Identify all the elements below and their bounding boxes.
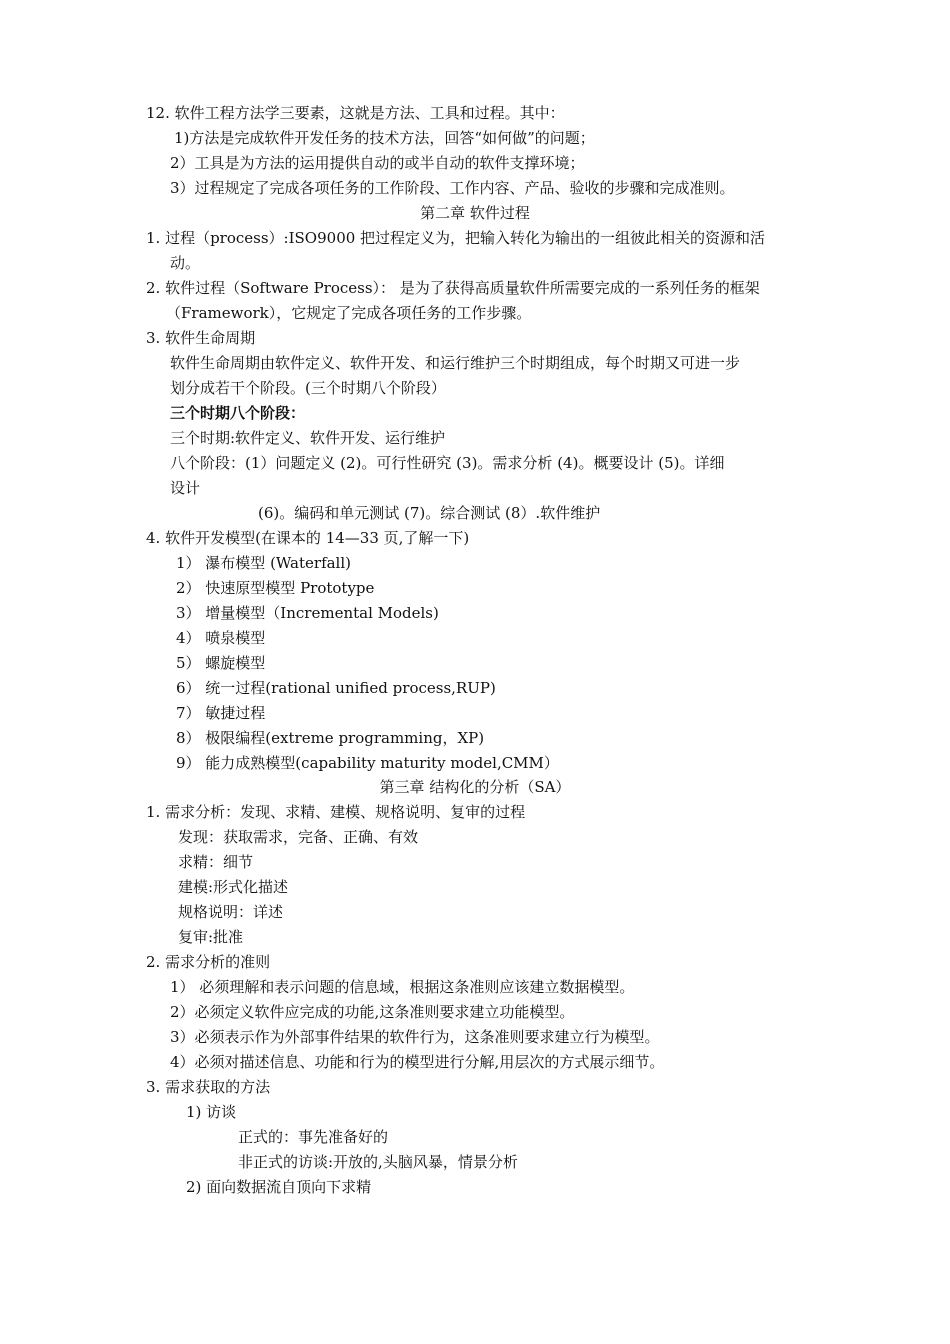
model-item: 6） 统一过程(rational unified process,RUP)	[176, 679, 496, 697]
sub-item: 3）过程规定了完成各项任务的工作阶段、工作内容、产品、验收的步骤和完成准则。	[170, 179, 735, 197]
list-item-cont: （Framework），它规定了完成各项任务的工作步骤。	[166, 304, 532, 322]
list-item-cont: 动。	[170, 254, 201, 272]
paragraph: 软件生命周期由软件定义、软件开发、和运行维护三个时期组成，每个时期又可进一步	[170, 354, 741, 372]
sub-item: 2）必须定义软件应完成的功能,这条准则要求建立功能模型。	[170, 1003, 575, 1021]
paragraph: 非正式的访谈:开放的,头脑风暴，情景分析	[238, 1153, 518, 1171]
paragraph: 三个时期:软件定义、软件开发、运行维护	[170, 429, 446, 447]
sub-item: 1) 访谈	[186, 1103, 237, 1121]
item-12: 12. 软件工程方法学三要素，这就是方法、工具和过程。其中：	[146, 104, 565, 122]
sub-item: 3）必须表示作为外部事件结果的软件行为，这条准则要求建立行为模型。	[170, 1028, 660, 1046]
list-item: 2. 软件过程（Software Process）： 是为了获得高质量软件所需要完成的一系列任务的框架	[146, 279, 760, 297]
paragraph: 正式的：事先准备好的	[238, 1128, 389, 1146]
paragraph: 发现：获取需求，完备、正确、有效	[178, 828, 419, 846]
sub-item: 4）必须对描述信息、功能和行为的模型进行分解,用层次的方式展示细节。	[170, 1053, 665, 1071]
sub-item: 2) 面向数据流自顶向下求精	[186, 1178, 372, 1196]
paragraph: 八个阶段：(1）问题定义 (2)。可行性研究 (3)。需求分析 (4)。概要设计 (5)。详细	[170, 454, 725, 472]
paragraph: 划分成若干个阶段。(三个时期八个阶段）	[170, 379, 446, 397]
model-item: 9） 能力成熟模型(capability maturity model,CMM）	[176, 754, 559, 772]
model-item: 1） 瀑布模型 (Waterfall)	[176, 554, 352, 572]
bold-subheading: 三个时期八个阶段：	[170, 404, 306, 422]
sub-item: 1） 必须理解和表示问题的信息域，根据这条准则应该建立数据模型。	[170, 978, 635, 996]
model-item: 3） 增量模型（Incremental Models)	[176, 604, 439, 622]
model-item: 2） 快速原型模型 Prototype	[176, 579, 375, 597]
model-item: 8） 极限编程(extreme programming，XP)	[176, 729, 485, 747]
paragraph: 规格说明：详述	[178, 903, 284, 921]
paragraph: 求精：细节	[178, 853, 254, 871]
model-item: 4） 喷泉模型	[176, 629, 266, 647]
model-item: 7） 敏捷过程	[176, 704, 266, 722]
paragraph: 建模:形式化描述	[178, 878, 289, 896]
list-item: 1. 过程（process）:ISO9000 把过程定义为，把输入转化为输出的一组彼此相关的资源和活	[146, 229, 766, 247]
list-item: 2. 需求分析的准则	[146, 953, 271, 971]
list-item: 3. 软件生命周期	[146, 329, 256, 347]
paragraph: 设计	[170, 479, 201, 497]
list-item: 4. 软件开发模型(在课本的 14—33 页,了解一下)	[146, 529, 470, 547]
chapter-2-heading: 第二章 软件过程	[420, 204, 530, 222]
paragraph: 复审:批准	[178, 928, 244, 946]
model-item: 5） 螺旋模型	[176, 654, 266, 672]
paragraph: (6)。编码和单元测试 (7)。综合测试 (8）.软件维护	[258, 504, 601, 522]
list-item: 1. 需求分析：发现、求精、建模、规格说明、复审的过程	[146, 803, 526, 821]
list-item: 3. 需求获取的方法	[146, 1078, 271, 1096]
sub-item: 1)方法是完成软件开发任务的技术方法，回答“如何做”的问题；	[174, 129, 595, 147]
chapter-3-heading: 第三章 结构化的分析（SA）	[379, 778, 571, 796]
sub-item: 2）工具是为方法的运用提供自动的或半自动的软件支撑环境；	[170, 154, 585, 172]
